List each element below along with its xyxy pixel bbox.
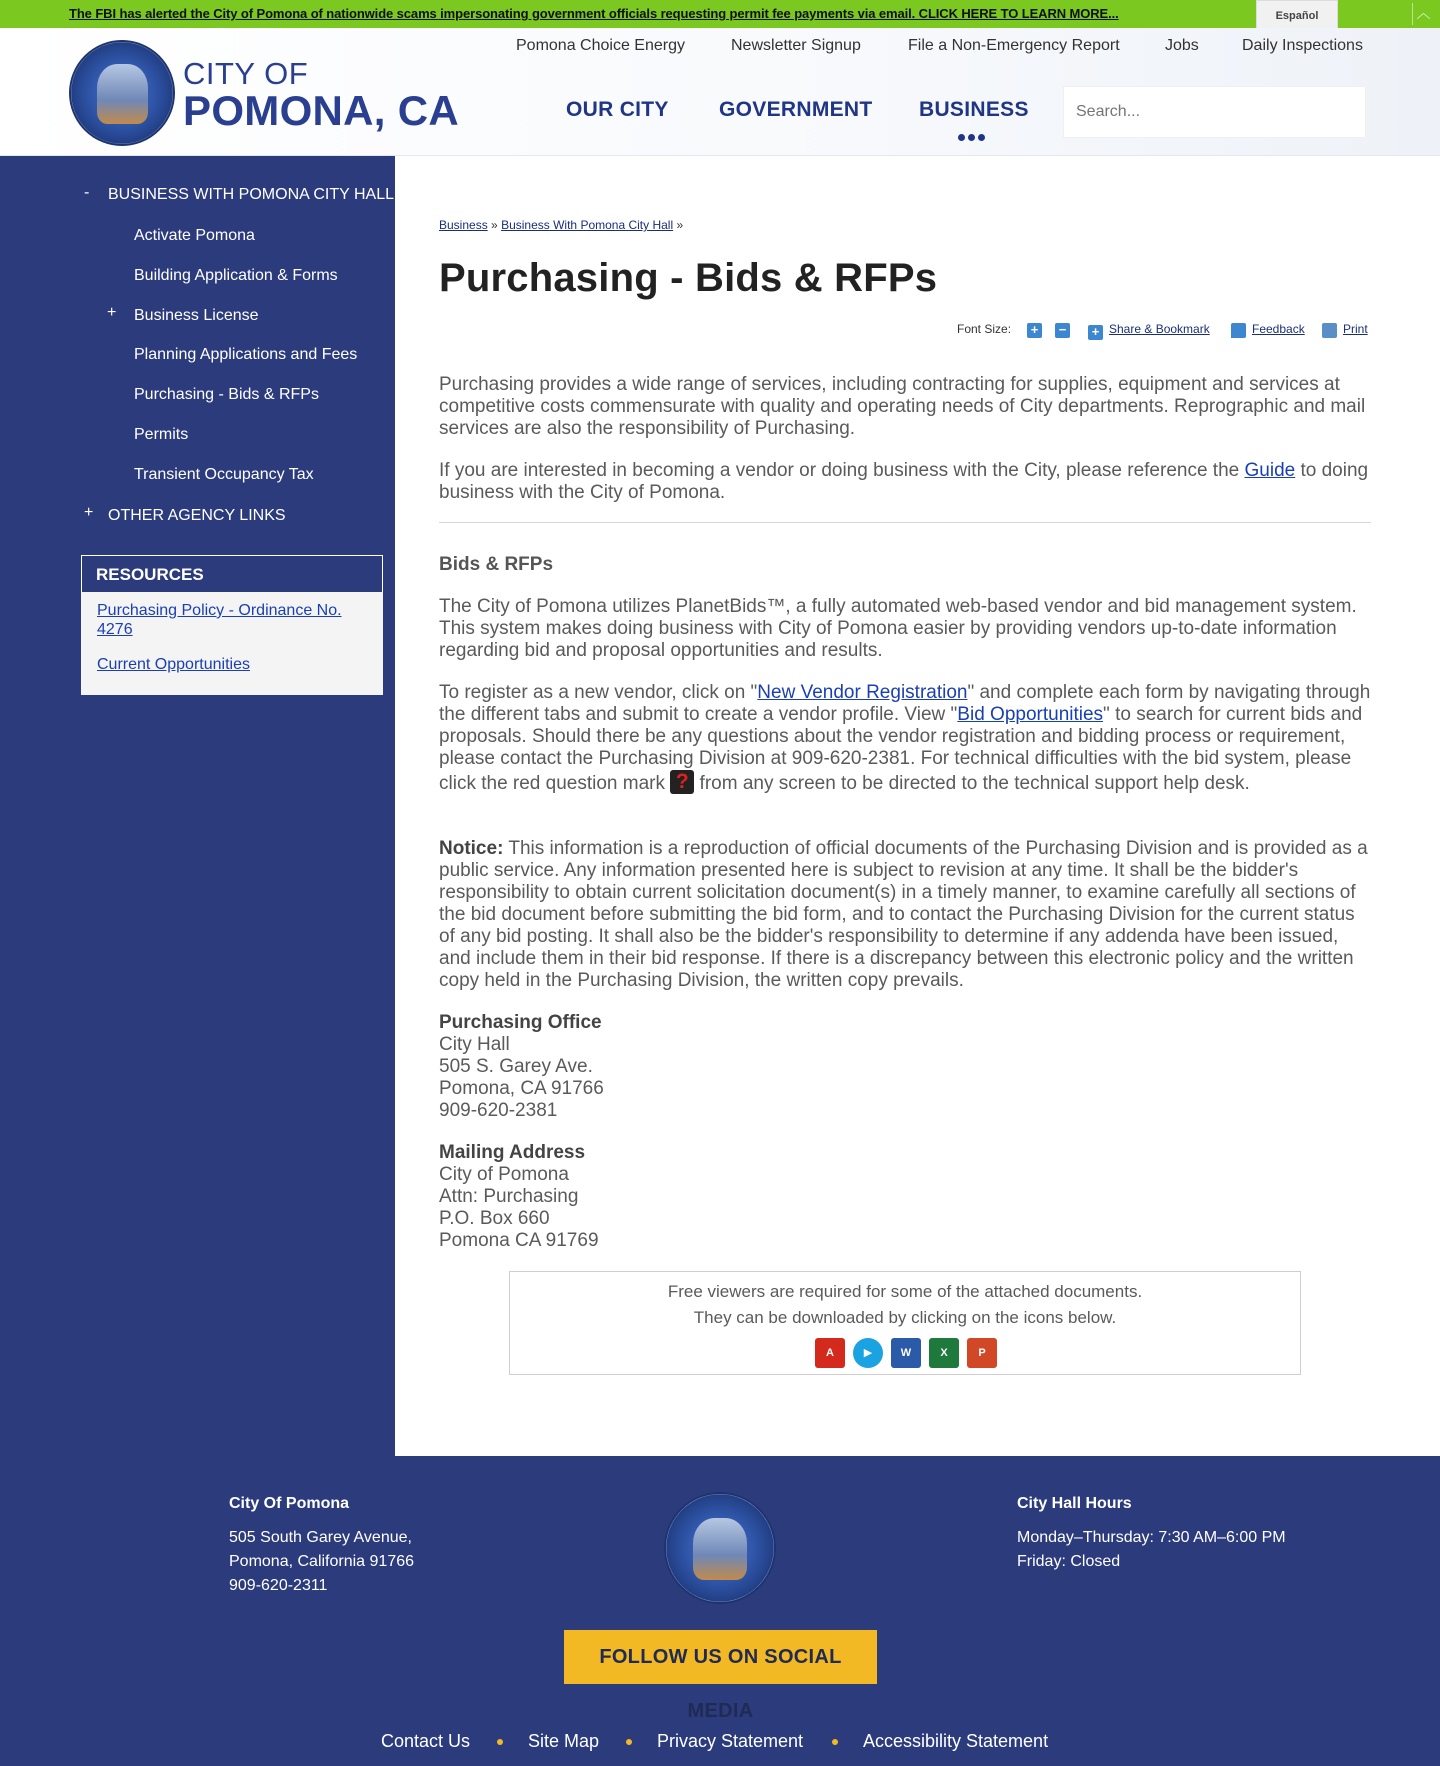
footer-address-line: Pomona, California 91766 [229, 1553, 415, 1570]
breadcrumb-separator: » [491, 218, 498, 232]
free-viewers-box [509, 1271, 1301, 1375]
sidebar-section-business-with-city-hall[interactable]: BUSINESS WITH POMONA CITY HALL [108, 186, 394, 203]
footer-address-line: 505 South Garey Avenue, [229, 1529, 412, 1546]
footer-phone: 909-620-2311 [229, 1577, 328, 1594]
nav-business[interactable]: BUSINESS [919, 98, 1029, 121]
font-increase-icon[interactable]: + [1027, 323, 1042, 338]
sidebar-item-transient-occupancy-tax[interactable]: Transient Occupancy Tax [134, 466, 314, 483]
content-divider [439, 522, 1371, 523]
purchasing-office-address: Purchasing Office City Hall 505 S. Garey Ave. Pomona, CA 91766 909-620-2381 [439, 1012, 604, 1121]
pdf-icon[interactable]: A [815, 1338, 845, 1368]
guide-link[interactable]: Guide [1244, 460, 1296, 481]
word-icon[interactable]: W [891, 1338, 921, 1368]
sidebar-item-business-license[interactable]: Business License [134, 307, 259, 324]
site-footer [0, 1456, 1440, 1766]
intro-paragraph: Purchasing provides a wide range of services, including contracting for supplies, equipment and services at competitive costs commensurate with quality and operating needs of City departments. Reprographic and mail services are also the responsibility of Purchasing. [439, 374, 1366, 439]
footer-hours-line: Friday: Closed [1017, 1553, 1121, 1570]
register-paragraph: To register as a new vendor, click on "New Vendor Registration" and complete each form by navigating through the different tabs and submit to create a vendor profile. View "Bid Opportunities" to search for current bids and proposals. Should there be any questions about the vendor registration and bidding process or requirement, please contact the Purchasing Division at 909-620-2381. For technical difficulties with the bid system, please click the red question mark ? from any screen to be directed to the technical support help desk. [439, 682, 1373, 795]
footer-link-contact-us[interactable]: Contact Us [381, 1731, 471, 1751]
utility-links [0, 37, 1440, 61]
alert-bar [0, 0, 1440, 28]
search-input[interactable] [1063, 86, 1366, 138]
footer-org-title: City Of Pomona [229, 1495, 350, 1512]
breadcrumb-separator: » [676, 218, 684, 232]
footer-hours-line: Monday–Thursday: 7:30 AM–6:00 PM [1017, 1529, 1286, 1546]
media-player-icon[interactable]: ▶ [853, 1338, 883, 1368]
footer-link-site-map[interactable]: Site Map [528, 1731, 600, 1751]
footer-link-privacy-statement[interactable]: Privacy Statement [657, 1731, 804, 1751]
sidebar-item-purchasing[interactable]: Purchasing - Bids & RFPs [134, 386, 319, 403]
top-link-jobs[interactable]: Jobs [1165, 37, 1199, 54]
footer-separator-dot [626, 1739, 632, 1745]
section-title-bids-rfps: Bids & RFPs [439, 554, 554, 575]
mailing-address: Mailing Address City of Pomona Attn: Purchasing P.O. Box 660 Pomona CA 91769 [439, 1142, 599, 1251]
footer-city-seal-icon [664, 1492, 776, 1604]
resources-title: RESOURCES [81, 555, 383, 592]
sidebar-section-other-agency-links[interactable]: OTHER AGENCY LINKS [108, 507, 286, 524]
nav-our-city[interactable]: OUR CITY [566, 98, 669, 121]
resource-link-current-opportunities[interactable]: Current Opportunities [97, 656, 250, 673]
powerpoint-icon[interactable]: P [967, 1338, 997, 1368]
page-title: Purchasing - Bids & RFPs [439, 256, 938, 300]
share-plus-icon[interactable]: + [1088, 325, 1103, 340]
excel-icon[interactable]: X [929, 1338, 959, 1368]
resources-panel [79, 553, 385, 697]
planetbids-paragraph: The City of Pomona utilizes PlanetBids™, a fully automated web-based vendor and bid management system. This system makes doing business with City of Pomona easier by providing vendors up-to-date information regarding bid and proposal opportunities and results. [439, 596, 1357, 661]
sidebar-item-building-application[interactable]: Building Application & Forms [134, 267, 338, 284]
breadcrumb-business-with-city-hall[interactable]: Business With Pomona City Hall [501, 218, 674, 232]
footer-separator-dot [497, 1739, 503, 1745]
nav-active-indicator [958, 128, 988, 136]
footer-hours-title: City Hall Hours [1017, 1495, 1132, 1512]
expand-plus-icon[interactable]: + [84, 504, 94, 521]
sidebar-item-permits[interactable]: Permits [134, 426, 189, 443]
viewers-line-2: They can be downloaded by clicking on the icons below. [693, 1308, 1117, 1327]
footer-separator-dot [832, 1739, 838, 1745]
vendor-paragraph: If you are interested in becoming a vendor or doing business with the City, please reference the Guide to doing business with the City of Pomona. [439, 460, 1369, 503]
expand-plus-icon[interactable]: + [107, 304, 117, 321]
top-link-non-emergency-report[interactable]: File a Non-Emergency Report [908, 37, 1120, 54]
resource-link-purchasing-policy[interactable]: Purchasing Policy - Ordinance No. 4276 [97, 602, 342, 638]
sidebar [0, 156, 395, 1456]
collapse-minus-icon[interactable]: - [84, 184, 90, 201]
breadcrumb-business[interactable]: Business [439, 218, 488, 232]
bid-opportunities-link[interactable]: Bid Opportunities [957, 704, 1104, 725]
chevron-up-icon[interactable]: ︿ [1412, 3, 1434, 25]
sidebar-item-planning-applications[interactable]: Planning Applications and Fees [134, 346, 358, 363]
footer-link-accessibility-statement[interactable]: Accessibility Statement [863, 1731, 1049, 1751]
nav-government[interactable]: GOVERNMENT [719, 98, 873, 121]
site-header [0, 28, 1440, 156]
help-question-mark-icon[interactable] [670, 770, 694, 794]
top-link-pomona-choice-energy[interactable]: Pomona Choice Energy [516, 37, 685, 54]
language-espanol-button[interactable]: Español [1256, 0, 1338, 31]
notice-label: Notice: [439, 838, 504, 859]
font-size-label: Font Size: [957, 322, 1012, 336]
print-link[interactable]: Print [1343, 322, 1368, 336]
viewers-line-1: Free viewers are required for some of the attached documents. [667, 1282, 1143, 1301]
follow-social-media-button[interactable]: FOLLOW US ON SOCIAL MEDIA [564, 1630, 877, 1684]
logo-city-of[interactable]: CITY OF [183, 56, 309, 91]
fbi-scam-alert-link[interactable]: The FBI has alerted the City of Pomona of nationwide scams impersonating government officials requesting permit fee payments via email. CLICK HERE TO LEARN MORE... [69, 6, 1119, 21]
top-link-daily-inspections[interactable]: Daily Inspections [1242, 37, 1363, 54]
feedback-speech-icon[interactable] [1231, 323, 1246, 338]
top-link-newsletter-signup[interactable]: Newsletter Signup [731, 37, 861, 54]
share-bookmark-link[interactable]: Share & Bookmark [1109, 322, 1210, 336]
logo-pomona-ca[interactable]: POMONA, CA [183, 87, 459, 134]
sidebar-item-activate-pomona[interactable]: Activate Pomona [134, 227, 255, 244]
notice-paragraph: Notice: This information is a reproduction of official documents of the Purchasing Division and is provided as a public service. Any information presented here is subject to revision at any time. It shall be the bidder's responsibility to obtain current solicitation document(s) in a timely manner, to examine carefully all sections of the bid document before submitting the bid form, and to contact the Purchasing Division for the current status of any bid posting. It shall also be the bidder's responsibility to determine if any addenda have been issued, and include them in their bid response. If there is a discrepancy between this electronic policy and the written copy held in the Purchasing Division, the written copy prevails. [439, 838, 1368, 991]
feedback-link[interactable]: Feedback [1252, 322, 1305, 336]
printer-icon[interactable] [1322, 323, 1337, 338]
new-vendor-registration-link[interactable]: New Vendor Registration [757, 682, 968, 703]
font-decrease-icon[interactable]: − [1055, 323, 1070, 338]
breadcrumb [439, 218, 683, 232]
